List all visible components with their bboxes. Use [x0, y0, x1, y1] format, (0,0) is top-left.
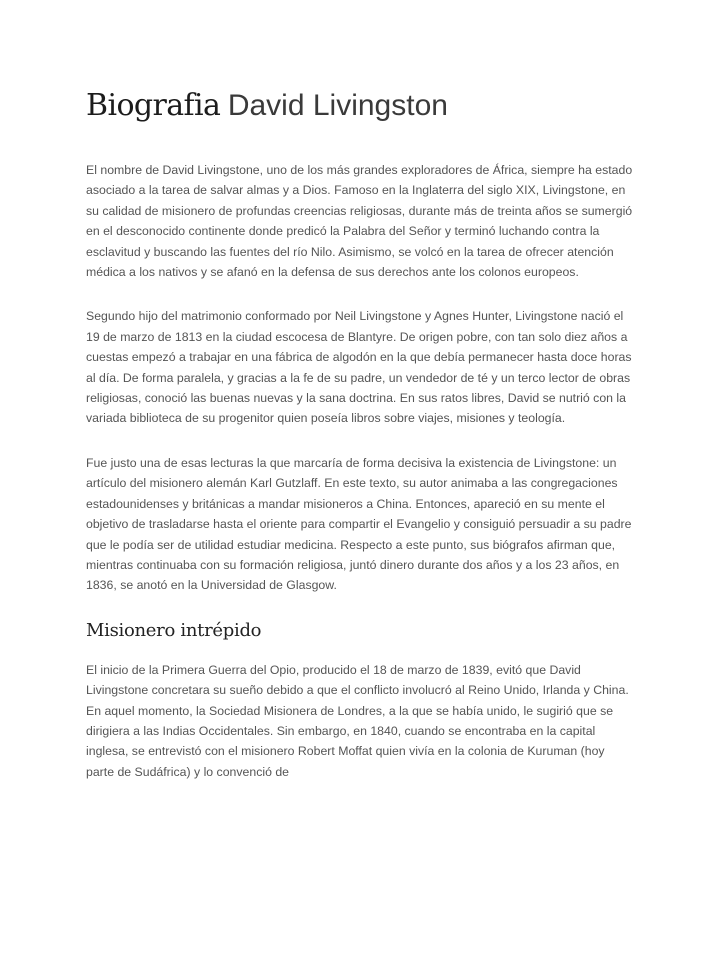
title-biografia: Biografia	[86, 88, 221, 123]
paragraph-early-life: Segundo hijo del matrimonio conformado por Neil Livingstone y Agnes Hunter, Livingstone nació el 19 de marzo de 1813 en la ciudad escocesa de Blantyre. De origen pobre, con tan solo diez años a cuestas empezó a trabajar en una fábrica de algodón en la que debía permanecer hasta doce horas al día. De forma paralela, y gracias a la fe de su padre, un vendedor de té y un terco lector de obras religiosas, conoció las buenas nuevas y la sana doctrina. En sus ratos libres, David se nutrió con la variada biblioteca de su progenitor quien poseía libros sobre viajes, misiones y teología.	[86, 309, 632, 426]
page-title	[86, 88, 636, 124]
section-heading: Misionero intrépido	[86, 619, 262, 641]
paragraph-education: Fue justo una de esas lecturas la que marcaría de forma decisiva la existencia de Livingstone: un artículo del misionero alemán Karl Gutzlaff. En este texto, su autor animaba a las congregaciones estadounidenses y británicas a mandar misioneros a China. Entonces, apareció en su mente el objetivo de trasladarse hasta el oriente para compartir el Evangelio y consiguió persuadir a su padre que le podía ser de utilidad estudiar medicina. Respecto a este punto, sus biógrafos afirman que, mientras continuaba con su formación religiosa, juntó dinero durante dos años y a los 23 años, en 1836, se anotó en la Universidad de Glasgow.	[86, 455, 632, 593]
document-body	[86, 88, 636, 806]
paragraph-intro: El nombre de David Livingstone, uno de los más grandes exploradores de África, siempre ha estado asociado a la tarea de salvar almas y a Dios. Famoso en la Inglaterra del siglo XIX, Livingstone, en su calidad de misionero de profundas creencias religiosas, durante más de treinta años se sumergió en el desconocido continente donde predicó la Palabra del Señor y terminó luchando contra la esclavitud y buscando las fuentes del río Nilo. Asimismo, se volcó en la tarea de ofrecer atención médica a los nativos y se afanó en la defensa de sus derechos ante los colonos europeos.	[86, 163, 633, 280]
title-name: David Livingston	[227, 89, 448, 122]
paragraph-missionary: El inicio de la Primera Guerra del Opio, producido el 18 de marzo de 1839, evitó que David Livingstone concretara su sueño debido a que el conflicto involucró al Reino Unido, Irlanda y China. En aquel momento, la Sociedad Misionera de Londres, a la que se había unido, le sugirió que se dirigiera a las Indias Occidentales. Sin embargo, en 1840, cuando se encontraba en la capital inglesa, se entrevistó con el misionero Robert Moffat quien vivía en la colonia de Kuruman (hoy parte de Sudáfrica) y lo convenció de	[86, 662, 629, 779]
